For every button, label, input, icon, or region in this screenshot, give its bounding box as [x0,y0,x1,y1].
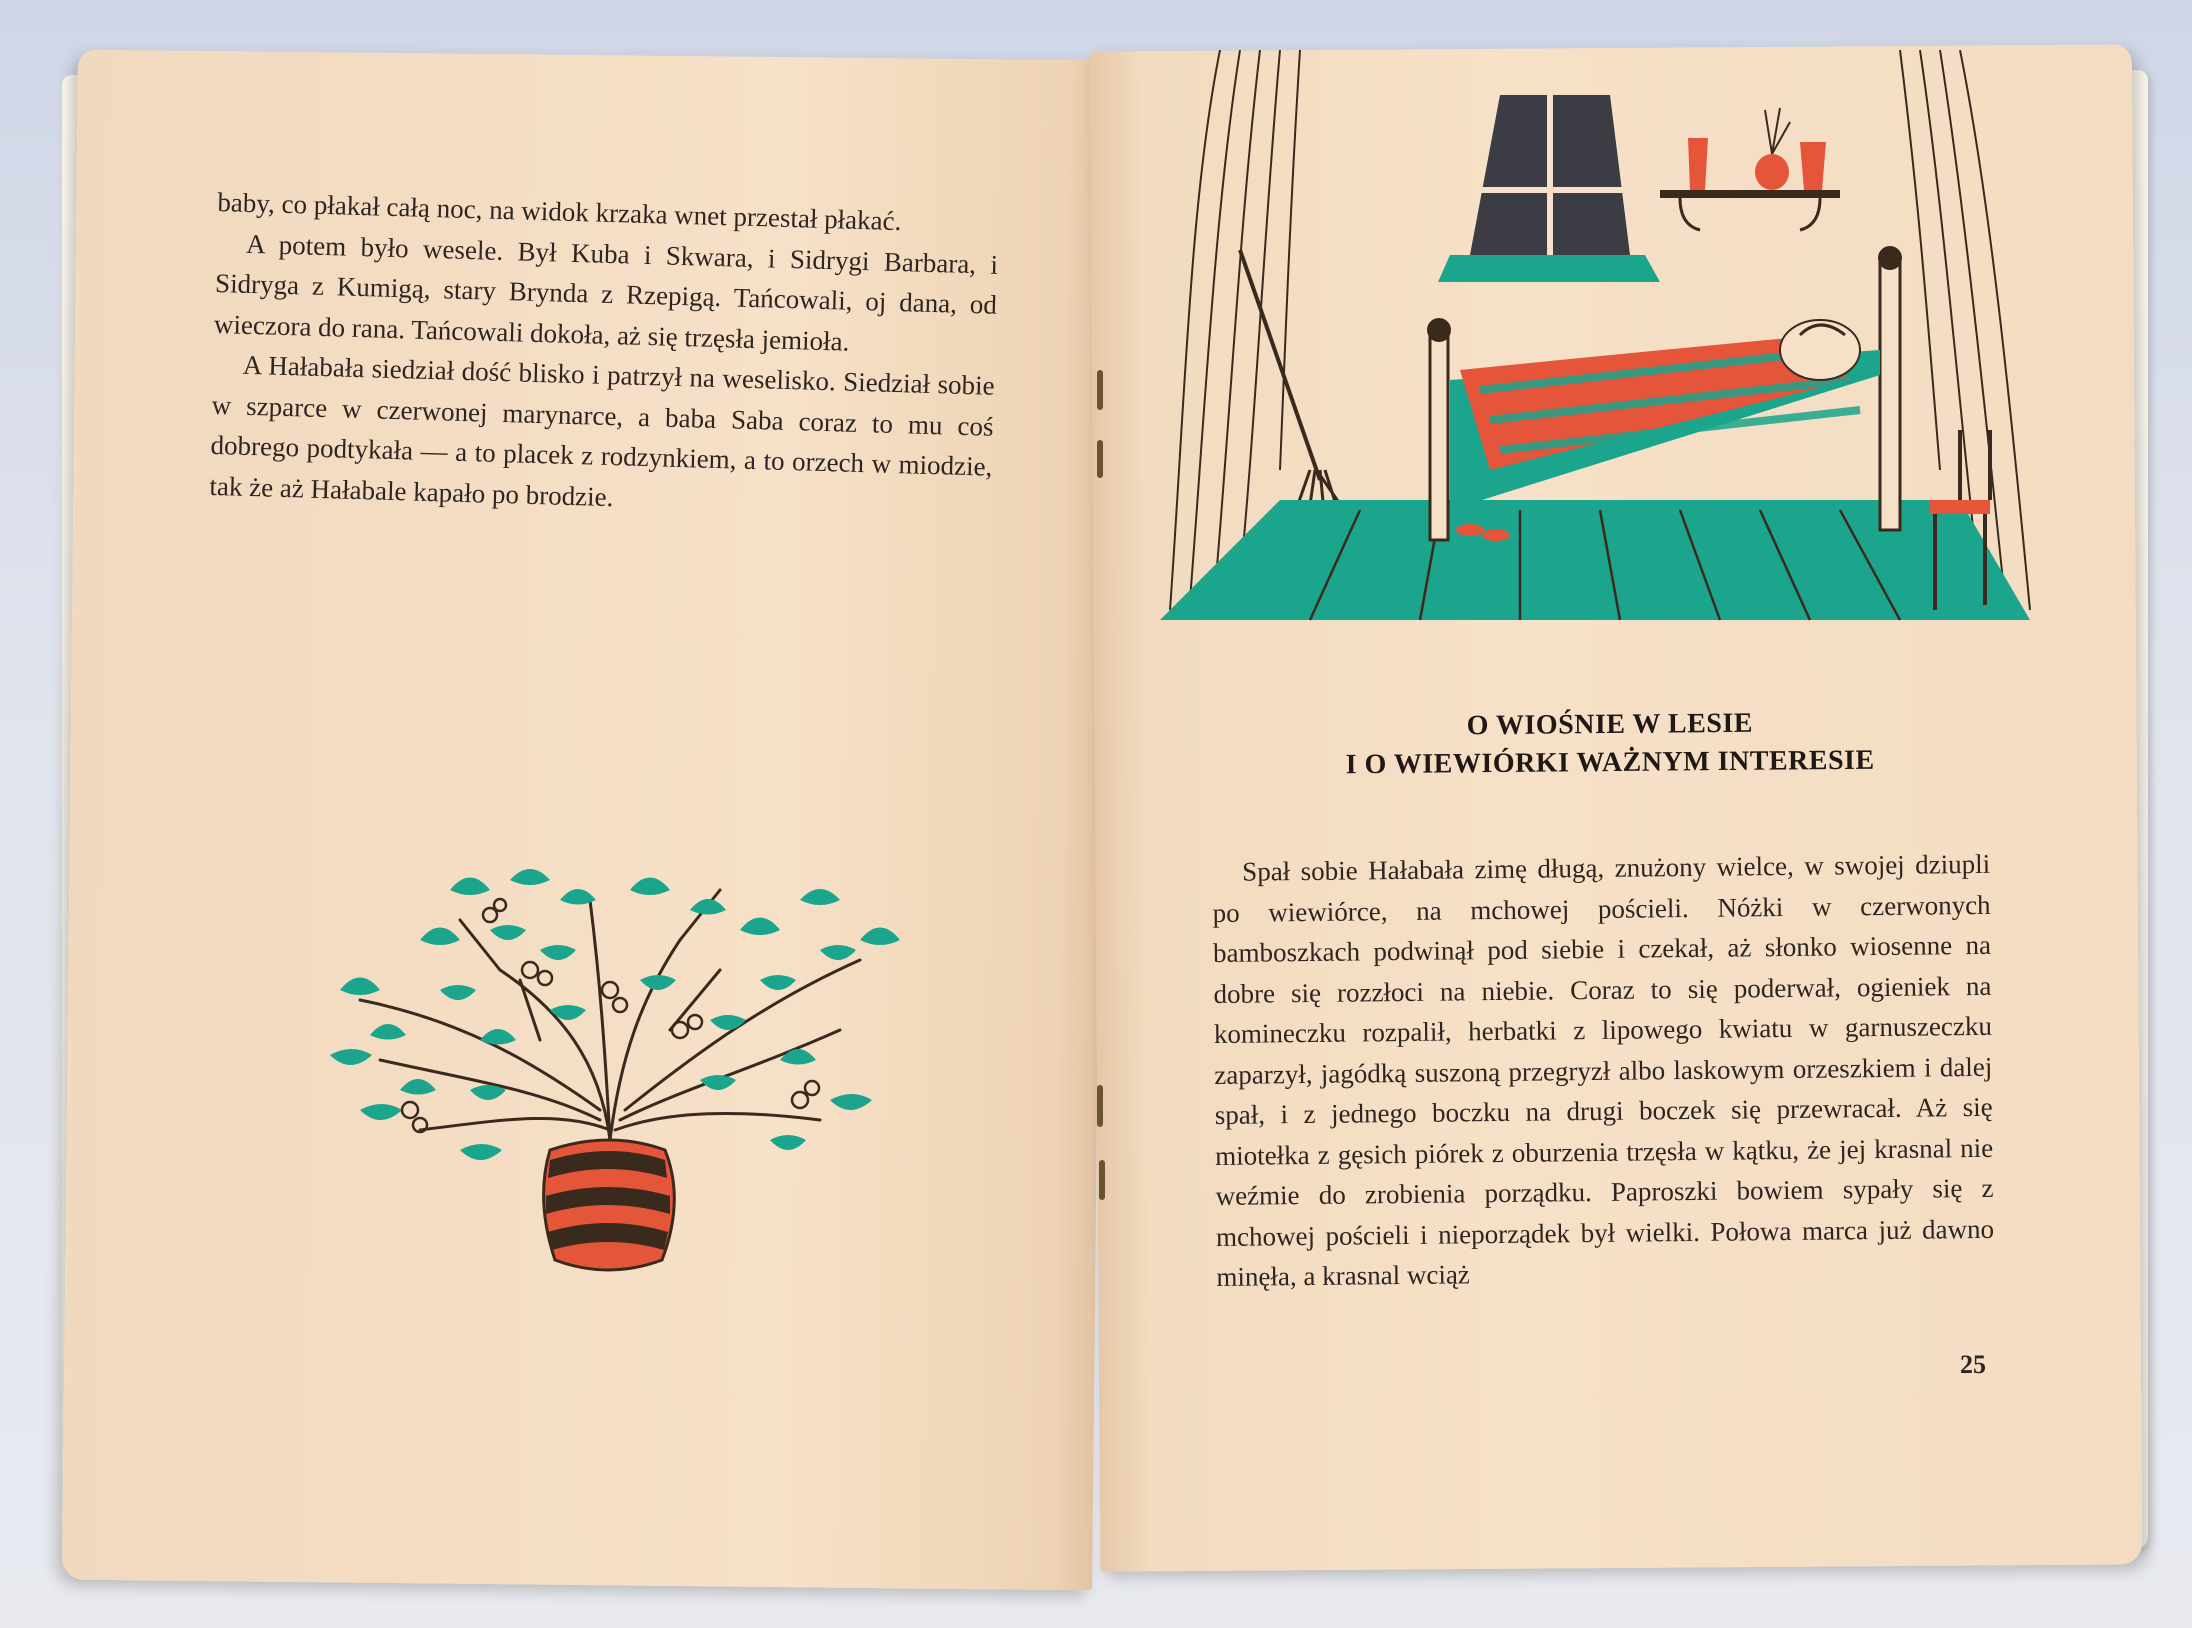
bedroom-illustration [1160,50,2050,630]
plant-in-vase-illustration [300,860,940,1290]
left-page-text [209,182,1000,528]
title-line: O WIOŚNIE W LESIE [1466,707,1754,742]
shelf [1660,108,1840,230]
page-number: 25 [1960,1350,1986,1379]
bed [1427,246,1902,540]
striped-vase [544,1140,675,1270]
paragraph: Spał sobie Hałabała zimę długą, znużony wielce, w swojej dziupli po wiewiórce, na mchowej pościeli. Nóżki w czerwonych bamboszkach podwinął pod siebie i czekał, aż słonko wiosenne na dobre się rozzłoci na niebie. Coraz to się poderwał, ogieniek na komineczku rozpalił, herbatki z lipowego kwiatu w garnuszeczku zaparzył, jagódką suszoną przegryzł albo laskowym orzeszkiem i dalej spał, i z jednego boczku na drugi boczek się przewracał. Aż się miotełka z gęsich piórek z oburzenia trzęsła w kątku, że jej krasnal nie weźmie do zrobienia porządku. Paproszki bowiem sypały się z mchowej pościeli i nieporządek był wielki. Połowa marca już dawno minęła, a krasnal wciąż [1212,848,1995,1292]
binding-stitch [1097,1085,1103,1127]
binding-stitch [1099,1160,1105,1200]
paragraph: A Hałabała siedział dość blisko i patrzył na weselisko. Siedział sobie w szparce w czerwonej marynarce, a baba Saba coraz to mu coś dobrego podtykała — a to placek z rodzynkiem, a to orzech w miodzie, tak że aż Hałabale kapało po brodzie. [209,349,996,512]
slipper [1482,529,1510,541]
title-line: I O WIEWIÓRKI WAŻNYM INTERESIE [1345,744,1875,781]
paragraph: A potem było wesele. Był Kuba i Skwara, i Sidrygi Barbara, i Sidryga z Kumigą, stary Brynda z Rzepigą. Tańcowali, oj dana, od wieczora do rana. Tańcowali dokoła, aż się trzęsła jemioła. [213,228,999,357]
chapter-title [1230,703,1991,786]
binding-stitch [1097,370,1103,410]
binding-stitch [1097,440,1103,478]
paragraph: baby, co płakał całą noc, na widok krzaka wnet przestał płakać. [217,186,902,237]
right-page-text [1212,844,1995,1298]
slipper [1456,524,1484,536]
window [1438,95,1660,282]
